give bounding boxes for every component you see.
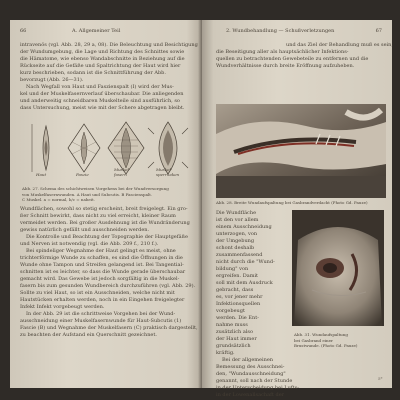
schema-fascia-stage <box>68 124 100 172</box>
text-line: die Hämatome, wie ebenso Wandabschnitte in Beziehung auf die <box>20 56 185 62</box>
caption-line: C Muskel. a = normal, b/c = naheit. <box>22 197 95 202</box>
text-line: und anderweitig schneidbaren Muskelteile sind ausführlich, so <box>20 98 180 104</box>
wound-incision-photo <box>216 104 386 198</box>
text-line: die Beseitigung aller als hauptsächlicher Infektions- <box>216 49 349 55</box>
text-line: Wundflächen, sowohl so stetig erscheint, breit freigelegt. Ein gro- <box>20 206 188 212</box>
text-line: unterzogen, von <box>216 231 258 237</box>
text-line: einem Ausschneidung <box>216 224 272 230</box>
text-line: Bei spindeliger Wegnahme der Haut gelingt es meist, ohne <box>26 248 176 254</box>
caption-line: Abb. 31. Wundaufspaltung <box>294 332 348 337</box>
figure-label-retractor: Muskel- sperrhaken <box>156 167 180 177</box>
text-line: Bei der allgemeinen <box>222 357 273 363</box>
text-line: zusätzlich also <box>216 329 254 335</box>
left-running-title: A. Allgemeiner Teil <box>72 28 121 34</box>
text-line: es, vor jener mehr <box>216 294 263 300</box>
figure-label-muscle: Muskel- fasern <box>114 167 131 177</box>
text-line: grundsätzlich <box>216 343 251 349</box>
text-line: gewiss natürlich gefällt und ausschneiden werden. <box>20 227 150 233</box>
text-line: Infektionsquellen <box>216 301 261 307</box>
text-line: schnitten ist es leichter, so dass die Wunde gerade überschaubar <box>20 269 186 275</box>
caption-line: Abb. 27. Schema des schichtweisen Vorgehens bei der Wundversorgung <box>22 186 169 191</box>
wound-schema-figure <box>22 114 192 180</box>
text-line: Wundverhältnisse durch breite Eröffnung aufzuheben. <box>216 63 355 69</box>
text-line: In der Abb. 29 ist die schrittweise Vorgehen bei der Wund- <box>26 311 176 317</box>
text-line: den, "Wundausschneidung" <box>216 371 286 377</box>
text-line: vorgebeugt <box>216 308 245 314</box>
text-line: der Wundumgebung, die Lage und Richtung des Schnittes sowie <box>20 49 185 55</box>
text-line: ßer Schnitt bewirkt, dass nicht zu viel erreicht, kleiner Raum <box>20 213 176 219</box>
text-line: Infekt Infekt vorgebeugt werden. <box>20 304 105 310</box>
text-line: Die Wundfläche <box>216 210 257 216</box>
text-line: kel und der Muskelfasernverlauf überschaubar. Die anliegenden <box>20 91 184 97</box>
right-text-top <box>216 42 393 70</box>
photo-1-caption <box>216 200 388 206</box>
text-line: Wunde ohne Tampon und Streifen gelangend ist. Bei Tangential- <box>20 262 184 268</box>
text-line: gemacht wird. Das Gewebe ist jedoch sorgfältig in die Muskel- <box>20 276 180 282</box>
text-line: Bemessung des Ausschnei- <box>216 364 285 370</box>
text-line: Die Kontrolle und Beachtung der Topographie der Hauptgefäße <box>26 234 188 240</box>
text-line: Sollte zu viel Haut, so ist ein Ausschneiden, welche nicht mit <box>20 290 175 296</box>
text-line: ist den vor allem <box>216 217 259 223</box>
text-line: in der Lowenallsachaft der <box>216 392 285 398</box>
figure-label-skin: Haut <box>36 172 47 177</box>
caption-line: Brustwunde. (Photo Gd. Pauze) <box>294 343 358 348</box>
text-line: genannt, soll nach der Stunde <box>216 378 293 384</box>
text-line: nahme muss <box>216 322 248 328</box>
text-line: werden. Die Ent- <box>216 315 259 321</box>
wound-incision-image <box>216 104 386 198</box>
left-running-head <box>20 28 192 38</box>
caption-line: bei Gasbrand einer <box>294 337 333 343</box>
left-text-top <box>20 42 198 112</box>
text-line: Hautstücken erhalten werden, noch in ein Eingehen freigelegter <box>20 297 185 303</box>
right-page <box>202 20 393 398</box>
text-line: fasern bis zum gesunden Wundbereich durchzuführen (vgl. Abb. 29). <box>20 283 196 289</box>
text-line: bildung" von <box>216 266 249 272</box>
text-line: bevorzugt (Abb. 26—31). <box>20 77 84 83</box>
schema-skin-stage <box>32 124 49 172</box>
text-line: schont deshalb <box>216 245 255 251</box>
right-page-number: 67 <box>375 28 382 34</box>
photo-2-caption <box>294 332 388 349</box>
text-line: vermeidet werden. Bei großer Ausdehnung ist die Wundränderung <box>20 220 190 226</box>
text-line: kurz beschrieben, sodann ist die Schnittführung der Abb. <box>20 70 166 76</box>
caption-line: Abb. 28. Breite Wundaufspaltung bei Gasbrandverdacht (Photo Gd. Pauze) <box>216 200 368 205</box>
figure-label-fascia: Faszie <box>76 172 89 177</box>
text-line: dass Untersuchung, meist wie mit der Schere abgetragen bleibt. <box>20 105 185 111</box>
text-line: zusammenfassend <box>216 252 263 258</box>
text-line: Rückseite auf die Gefäße und Spaltrichtung der Haut wird hier <box>20 63 181 69</box>
left-page <box>10 20 202 388</box>
text-line: ergreifen. Damit <box>216 273 259 279</box>
text-line: in der Unterscheidung bei Lufts- <box>216 385 299 391</box>
text-line: und das Ziel der Behandlung muß es sein, <box>286 42 393 48</box>
text-line: trichterförmige Wunde zu schaffen, es sind die Öffnungen in die <box>20 255 183 261</box>
text-line: intravenös (vgl. Abb. 28, 29 a, 08). Die Beleuchtung und Besichtigung <box>20 42 198 48</box>
caption-line: von Muskelfasernwunden. A Haut und Subcutis. B Fascienspalt. <box>22 191 153 197</box>
text-line: nicht durch die "Wund- <box>216 259 275 265</box>
text-line: soll mit dem Ausdruck <box>216 280 273 286</box>
right-running-head <box>212 28 382 38</box>
text-line: gebracht, dass <box>216 287 254 293</box>
text-line: zu beachten der Aufstand ein Querschnitt gezeichnet. <box>20 332 157 338</box>
right-running-title: 2. Wundbehandlung — Schußverletzungen <box>226 28 335 34</box>
text-line: ausschneidung einer Muskelfasernwunde für Haut-Subcutis (1) <box>20 318 182 324</box>
signature-mark: 5* <box>378 376 383 381</box>
text-line: quellen zu betrachtenden Gewebeteile zu entfernen und die <box>216 56 369 62</box>
text-line: kräftig. <box>216 350 235 356</box>
left-text-bottom <box>20 206 198 339</box>
left-figure-caption <box>22 186 194 203</box>
text-line: der Umgebung <box>216 238 255 244</box>
text-line: der Haut immer <box>216 336 257 342</box>
chest-wound-photo <box>292 210 384 326</box>
text-line: und Nerven ist notwendig (vgl. die Abb. 209 f., 210 f.). <box>20 241 159 247</box>
chest-wound-image <box>292 210 384 326</box>
left-page-number: 66 <box>20 28 27 34</box>
right-text-side <box>216 210 299 399</box>
text-line: Fascie (B) und Wegnahme der Muskelfasern (C) praktisch dargestellt, <box>20 325 198 331</box>
text-line: Nach Wegfall von Haut und Faszienspalt (I) wird der Mus- <box>26 84 174 90</box>
